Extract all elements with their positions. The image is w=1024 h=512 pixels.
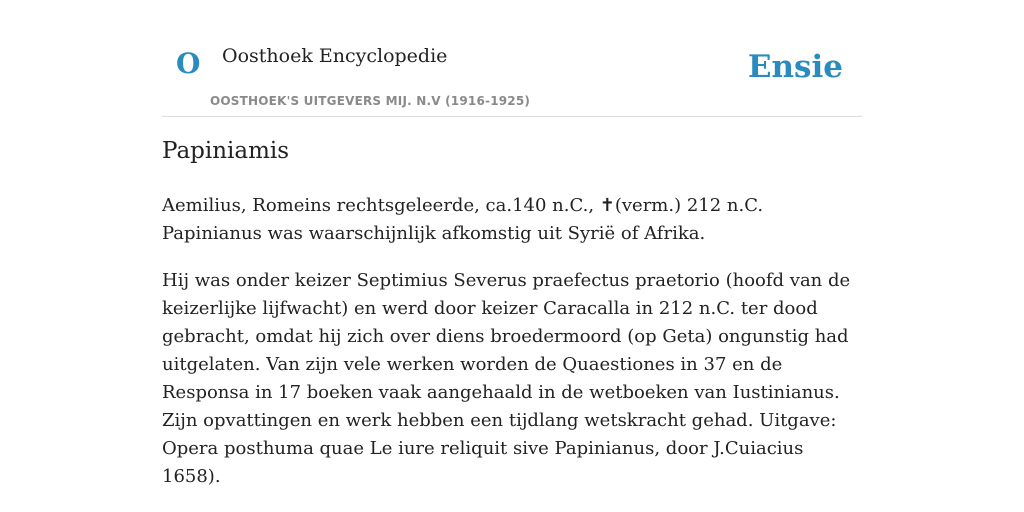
article-paragraph-2: Hij was onder keizer Septimius Severus praefectus praetorio (hoofd van de keizerlijke lijfwacht) en werd door keizer Caracalla in 212 n.C. ter dood gebracht, omdat hij zich over diens broedermoord (op Geta) ongunstig had uitgelaten. Van zijn vele werken worden de Quaestiones in 37 en de Responsa in 17 boeken vaak aangehaald in de wetboeken van Iustinianus. Zijn opvattingen en werk hebben een tijdlang wetskracht gehad. Uitgave: Opera posthuma quae Le iure reliquit sive Papinianus, door J.Cuiacius 1658). — [162, 270, 851, 487]
article-paragraph-1: Aemilius, Romeins rechtsgeleerde, ca.140 n.C., ✝(verm.) 212 n.C. Papinianus was waarschijnlijk afkomstig uit Syrië of Afrika. — [162, 195, 764, 244]
oosthoek-logo-icon[interactable]: O — [176, 47, 201, 80]
page-container — [162, 0, 862, 487]
encyclopedia-title[interactable]: Oosthoek Encyclopedie — [222, 45, 448, 67]
encyclopedia-header — [162, 0, 862, 117]
article-headword: Papiniamis — [162, 138, 290, 164]
publisher-label: OOSTHOEK'S UITGEVERS MIJ. N.V (1916-1925) — [210, 94, 531, 108]
ensie-logo-link[interactable]: Ensie — [747, 49, 843, 85]
